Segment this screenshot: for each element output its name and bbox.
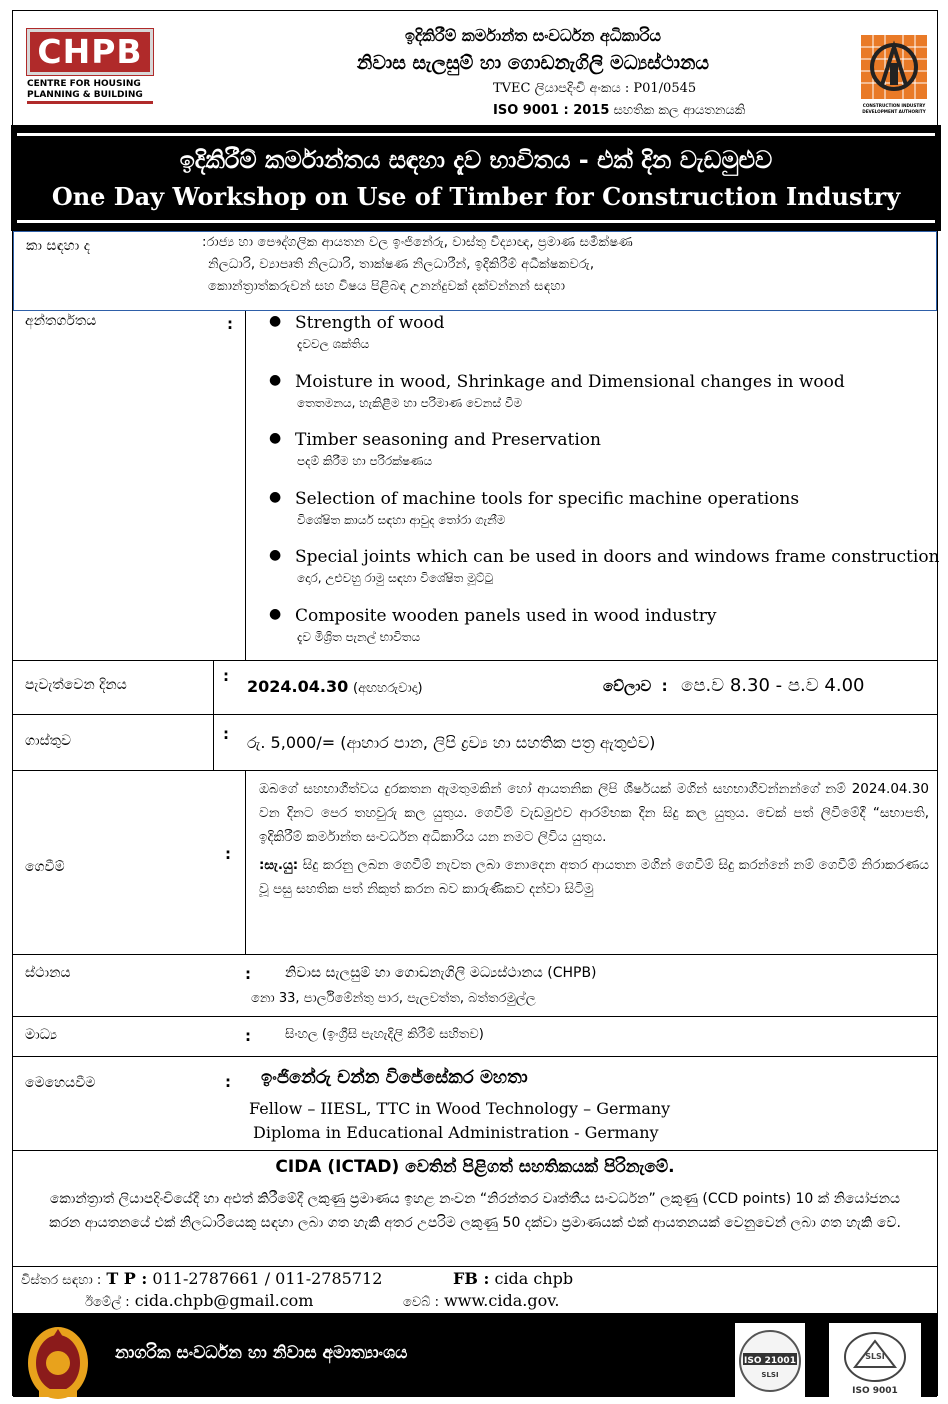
medium-value: සිංහල (ඉංග්‍රීසි පැහැදිලි කිරීම් සහිතව)	[285, 1027, 484, 1042]
iso-21001-badge-icon	[735, 1323, 805, 1399]
resource-line1: Fellow – IIESL, TTC in Wood Technology – Germany	[249, 1099, 671, 1118]
iso-certification: ISO 9001 : 2015 සහතික කල ආයතනයකි	[493, 103, 746, 118]
cida-title: CIDA (ICTAD) වෙතින් පිළිගත් සහතිකයක් පිරිනැමේ.	[275, 1157, 675, 1177]
svg-text:DEVELOPMENT AUTHORITY: DEVELOPMENT AUTHORITY	[862, 109, 926, 114]
time-label: වේලාව :	[603, 677, 668, 695]
tvec-registration: TVEC ලියාපදිංචි අංකය : P01/0545	[493, 81, 697, 96]
resource-section: මෙහෙයවීම : ඉංජිනේරු චන්න විජේසේකර මහතා Fellow – IIESL, TTC in Wood Technology – Germany Diploma in Educational Administration - Germany	[13, 1057, 937, 1151]
chpb-logo-subtitle: CENTRE FOR HOUSING PLANNING & BUILDING	[27, 79, 143, 100]
cida-logo	[859, 33, 929, 119]
audience-section	[13, 231, 937, 311]
venue-line1: නිවාස සැලසුම් හා ගොඩනැගිලි මධ්‍යස්ථානය (CHPB)	[285, 965, 597, 981]
contact-section	[13, 1267, 937, 1313]
list-item: ● Moisture in wood, Shrinkage and Dimensional changes in wood තෙතමනය, හැකිළීම හා පරිමාණ වෙනස් වීම	[269, 371, 845, 410]
iso-9001-badge-icon	[829, 1323, 921, 1399]
content-section: අන්තර්ගතය : ● Strength of wood දැවවල ශක්තිය ● Moisture in wood, Shrinkage and Dimensional changes in wood තෙතමනය, හැකිළීම හා පරිමාණ වෙනස් වීම ● Timber seasoning and Preservation පදම් කිරීම හා පරිරක්ෂණය ● Selection of machine tools for specific machine operations විශේෂිත කාර්ය සඳහා ආවුද තෝරා ගැනීම ● Special joints which can be used in doors and windows frame construction දොර, උළුවහු රාමු සඳහා විශේෂිත මූට්ටු ● Composite wooden panels used in wood industry දැව මිශ්‍රිත පැනල් භාවිතය	[13, 311, 937, 661]
workshop-flyer	[12, 10, 938, 1396]
list-item: ● Composite wooden panels used in wood industry දැව මිශ්‍රිත පැනල් භාවිතය	[269, 605, 717, 644]
time-value: පෙ.ව 8.30 - ප.ව 4.00	[681, 675, 865, 696]
svg-text:SLSI: SLSI	[761, 1371, 779, 1379]
iso-9001-label: ISO 9001	[852, 1386, 898, 1396]
cida-section	[13, 1151, 937, 1267]
payment-label: ගෙවීම්	[25, 859, 65, 875]
content-label: අන්තර්ගතය	[25, 313, 97, 329]
ministry-name: නාගරික සංවර්ධන හා නිවාස අමාත්‍යාංශය	[115, 1343, 408, 1363]
list-item: ● Strength of wood දැවවල ශක්තිය	[269, 313, 445, 351]
contact-phone: විස්තර සඳහා : T P : 011-2787661 / 011-2785712	[21, 1269, 383, 1288]
content-list	[259, 311, 940, 662]
cida-body: කොන්ත්‍රාත් ලියාපදිංචියේදී හා අළුත් කිරීමේදී ලකුණු ප්‍රමාණය ඉහළ නංවන “නිරන්තර වෘත්තීය සංවර්ධන” ලකුණු (CCD points) 10 ක් නියෝජනය කරන ආයතනයේ එක් නිලධාරියෙකු සඳහා ලබා ගත හැකි අතර උපරිම ලකුණු 50 දක්වා ප්‍රමාණයක් එක් ආයතනයක් වෙනුවෙන් ලබා ගත හැකි වේ.	[49, 1191, 901, 1231]
payment-note: :සැ.යු: සිදු කරනු ලබන ගෙවීම් නැවත ලබා නොදෙන අතර ආයතන මගින් ගෙවීම් සිදු කරන්නේ නම් ගෙවීම් නිරාකරණය වූ පසු සහතික පත් නිකුත් කරන බව කාරුණිකව දන්වා සිටිමු	[259, 857, 929, 897]
resource-name: ඉංජිනේරු චන්න විජේසේකර මහතා	[261, 1067, 528, 1088]
cida-logo-caption: CONSTRUCTION INDUSTRY	[862, 103, 926, 108]
fee-label: ගාස්තුව	[25, 733, 72, 749]
venue-section: ස්ථානය : නිවාස සැලසුම් හා ගොඩනැගිලි මධ්‍යස්ථානය (CHPB) නො 33, පාර්ලිමේන්තු පාර, පැලවත්ත, බත්තරමුල්ල	[13, 955, 937, 1017]
contact-email: ඊමේල් : cida.chpb@gmail.com	[85, 1291, 314, 1310]
date-label: පැවැත්වෙන දිනය	[25, 677, 127, 693]
chpb-logo-bar	[27, 101, 153, 104]
venue-label: ස්ථානය	[25, 965, 71, 981]
fee-section: ගාස්තුව : රු. 5,000/= (ආහාර පාන, ලිපි ද්‍රව්‍ය හා සහතික පත්‍ර ඇතුළුව)	[13, 715, 937, 771]
authority-name: ඉදිකිරීම් කර්මාන්ත සංවර්ධන අධිකාරිය	[404, 26, 662, 45]
resource-line2: Diploma in Educational Administration - Germany	[253, 1123, 659, 1142]
audience-text: :රාජ්‍ය හා පෞද්ගලික ආයතන වල ඉංජිනේරු, වාස්තු විද්‍යාඥ, ප්‍රමාණ සමීක්ෂණ නිලධාරි, ව්‍යාපෘති නිලධාරි, තාක්ෂණ නිලධාරීන්, ඉදිකිරීම් අධීක්ෂකවරු, කොන්ත්‍රාත්කරුවන් සහ විෂය පිළිබඳ උනන්දුවක් දක්වන්නන් සඳහා	[202, 235, 633, 294]
venue-line2: නො 33, පාර්ලිමේන්තු පාර, පැලවත්ත, බත්තරමුල්ල	[251, 991, 536, 1006]
resource-label: මෙහෙයවීම	[25, 1075, 96, 1091]
title-banner	[11, 125, 941, 231]
title-sinhala: ඉදිකිරීම් කර්මාන්තය සඳහා දැව භාවිතය - එක් දින වැඩමුළුව	[179, 146, 773, 174]
contact-web: වෙබ් : www.cida.gov.	[403, 1291, 560, 1310]
payment-section: ගෙවීම් : ඔබගේ සහභාගීත්වය දුරකතන ඇමතුමකින් හෝ ආයතනික ලිපි ශීර්ෂයක් මගින් සහභාගීවන්නන්ගේ නම් 2024.04.30 වන දිනට පෙර තහවුරු කල යුතුය. ගෙවීම් වැඩමුළුව ආරම්භක දින සිදු කල යුතුය. චෙක් පත් ලිවීමේදී “සභාපති, ඉදිකිරීම් කර්මාන්ත සංවර්ධන අධිකාරිය යන නමට ලිවිය යුතුය. :සැ.යු: සිදු කරනු ලබන ගෙවීම් නැවත ලබා නොදෙන අතර ආයතන මගින් ගෙවීම් සිදු කරන්නේ නම් ගෙවීම් නිරාකරණය වූ පසු සහතික පත් නිකුත් කරන බව කාරුණිකව දන්වා සිටිමු	[13, 771, 937, 955]
centre-name: නිවාස සැලසුම් හා ගොඩනැගිලි මධ්‍යස්ථානය	[356, 52, 710, 74]
medium-section: මාධ්‍ය : සිංහල (ඉංග්‍රීසි පැහැදිලි කිරීම් සහිතව)	[13, 1017, 937, 1057]
header-titles	[213, 23, 853, 77]
chpb-logo	[27, 29, 169, 113]
title-english: One Day Workshop on Use of Timber for Construction Industry	[51, 182, 901, 211]
national-emblem-icon	[25, 1323, 91, 1401]
footer-band	[13, 1313, 937, 1397]
svg-text:SLSI: SLSI	[865, 1352, 885, 1361]
payment-text: ඔබගේ සහභාගීත්වය දුරකතන ඇමතුමකින් හෝ ආයතනික ලිපි ශීර්ෂයක් මගින් සහභාගීවන්නන්ගේ නම් 2024.04.30 වන දිනට පෙර තහවුරු කල යුතුය. ගෙවීම් වැඩමුළුව ආරම්භක දින සිදු කල යුතුය. චෙක් පත් ලිවීමේදී “සභාපති, ඉදිකිරීම් කර්මාන්ත සංවර්ධන අධිකාරිය යන නමට ලිවිය යුතුය. :සැ.යු: සිදු කරනු ලබන ගෙවීම් නැවත ලබා නොදෙන අතර ආයතන මගින් ගෙවීම් සිදු කරන්නේ නම් ගෙවීම් නිරාකරණය වූ පසු සහතික පත් නිකුත් කරන බව කාරුණිකව දන්වා සිටිමු	[259, 777, 929, 901]
iso-21001-label: ISO 21001	[744, 1356, 796, 1366]
fee-value: රු. 5,000/= (ආහාර පාන, ලිපි ද්‍රව්‍ය හා සහතික පත්‍ර ඇතුළුව)	[247, 733, 656, 752]
audience-label: කා සඳහා ද	[26, 238, 90, 254]
list-item: ● Selection of machine tools for specific machine operations විශේෂිත කාර්ය සඳහා ආවුද තෝරා ගැනීම	[269, 488, 800, 527]
date-value: 2024.04.30 (අඟහරුවාදා)	[247, 677, 423, 696]
date-section: පැවැත්වෙන දිනය : 2024.04.30 (අඟහරුවාදා) වේලාව : පෙ.ව 8.30 - ප.ව 4.00	[13, 661, 937, 715]
medium-label: මාධ්‍ය	[25, 1027, 58, 1043]
list-item: ● Special joints which can be used in doors and windows frame construction දොර, උළුවහු රාමු සඳහා විශේෂිත මූට්ටු	[269, 547, 940, 585]
list-item: ● Timber seasoning and Preservation පදම් කිරීම හා පරිරක්ෂණය	[269, 430, 601, 468]
chpb-logo-text: CHPB	[27, 29, 153, 75]
contact-facebook: FB : cida chpb	[453, 1269, 574, 1288]
